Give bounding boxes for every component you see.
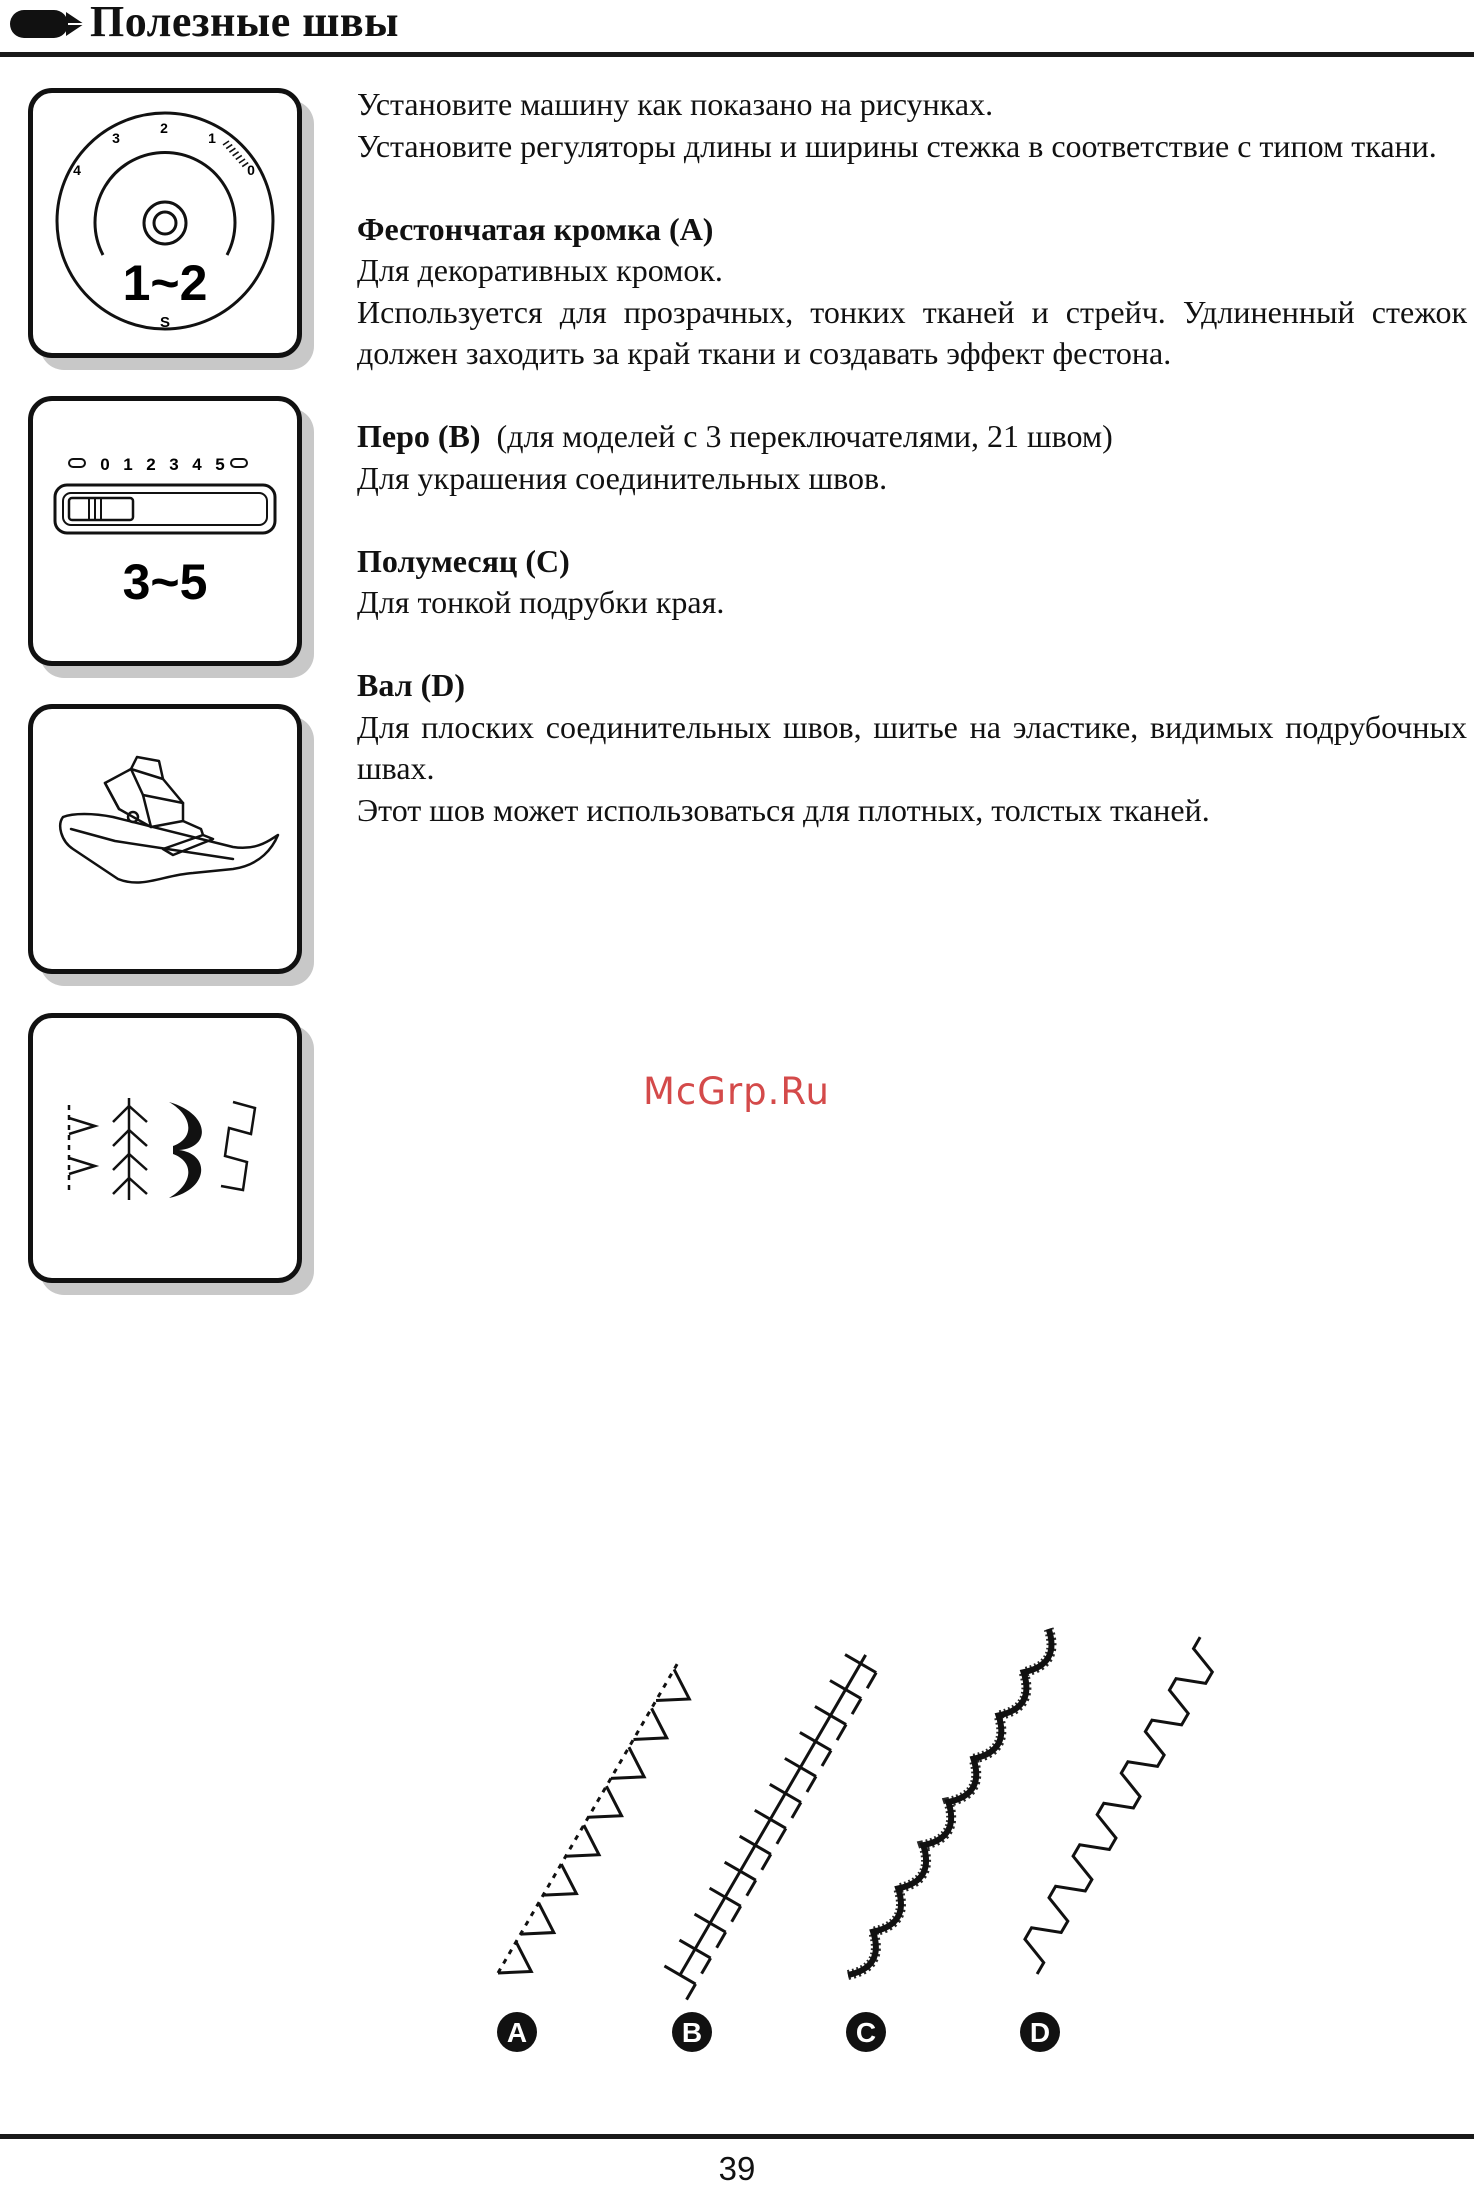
intro-line-2: Установите регуляторы длины и ширины стежка в соответствие с типом ткани. [357, 127, 1437, 164]
intro-line-1: Установите машину как показано на рисунках. [357, 86, 994, 122]
page-title: Полезные швы [90, 0, 400, 46]
slider-scale-0: 0 [100, 455, 110, 474]
dial-mark-s: S [159, 314, 171, 331]
svg-text:C: C [855, 2017, 877, 2048]
section-title-a: Фестончатая кромка (A) [357, 210, 714, 247]
section-title-b: Перо (B) [357, 418, 481, 454]
section-b-line-1: Для украшения соединительных швов. [357, 459, 888, 496]
dial-number-2: 2 [160, 120, 168, 136]
footer-divider [0, 2134, 1474, 2139]
page-number: 39 [718, 2150, 756, 2187]
stitch-patterns-panel [28, 1013, 302, 1283]
dial-icon [33, 93, 297, 353]
dial-number-0: 0 [247, 162, 255, 178]
slider-setting: 3~5 [122, 554, 208, 610]
page-header [0, 0, 1474, 57]
section-b-note: (для моделей с 3 переключателями, 21 швом) [496, 418, 1113, 454]
slider-scale-4: 4 [192, 455, 202, 474]
svg-text:B: B [681, 2017, 703, 2048]
stitch-d-illustration [1025, 1637, 1212, 1974]
section-a-line-1: Для декоративных кромок. [357, 252, 723, 288]
svg-text:D: D [1029, 2017, 1051, 2048]
section-d-line-2: Этот шов может использоваться для плотных, толстых тканей. [357, 791, 1210, 828]
stitch-illustration [470, 1505, 1340, 2065]
slider-icon [33, 401, 297, 661]
instructions [357, 84, 1467, 831]
stitch-label-b [672, 2012, 712, 2052]
presser-foot-panel [28, 704, 302, 974]
stitch-label-c [846, 2012, 886, 2052]
slider-scale-3: 3 [169, 455, 179, 474]
slider-scale-1: 1 [123, 455, 133, 474]
stitch-b-illustration [664, 1655, 876, 2000]
presser-foot-icon [33, 709, 297, 969]
slider-scale-5: 5 [215, 455, 225, 474]
dial-number-4: 4 [73, 162, 81, 178]
stitch-length-dial-panel [28, 88, 302, 358]
dial-number-3: 3 [112, 130, 120, 146]
stitch-label-d [1020, 2012, 1060, 2052]
svg-text:A: A [506, 2017, 528, 2048]
section-d-line-1: Для плоских соединительных швов, шитье на эластике, видимых подрубочных швах. [357, 708, 1467, 786]
watermark: McGrp.Ru [643, 1070, 830, 1113]
pencil-marker-icon [8, 6, 86, 42]
section-c-line-1: Для тонкой подрубки края. [357, 584, 725, 620]
section-a-line-2: Используется для прозрачных, тонких тканей и стрейч. Удлиненный стежок должен заходить за край ткани и создавать эффект фестона. [357, 293, 1467, 371]
dial-number-1: 1 [208, 130, 216, 146]
stitch-a-illustration [498, 1662, 689, 1973]
stitch-patterns-icon [33, 1018, 297, 1278]
stitch-c-illustration [848, 1629, 1052, 1975]
slider-scale-2: 2 [146, 455, 156, 474]
stitch-width-slider-panel [28, 396, 302, 666]
section-title-d: Вал (D) [357, 667, 465, 703]
section-title-c: Полумесяц (C) [357, 542, 570, 579]
dial-setting: 1~2 [122, 255, 208, 311]
stitch-label-a [497, 2012, 537, 2052]
